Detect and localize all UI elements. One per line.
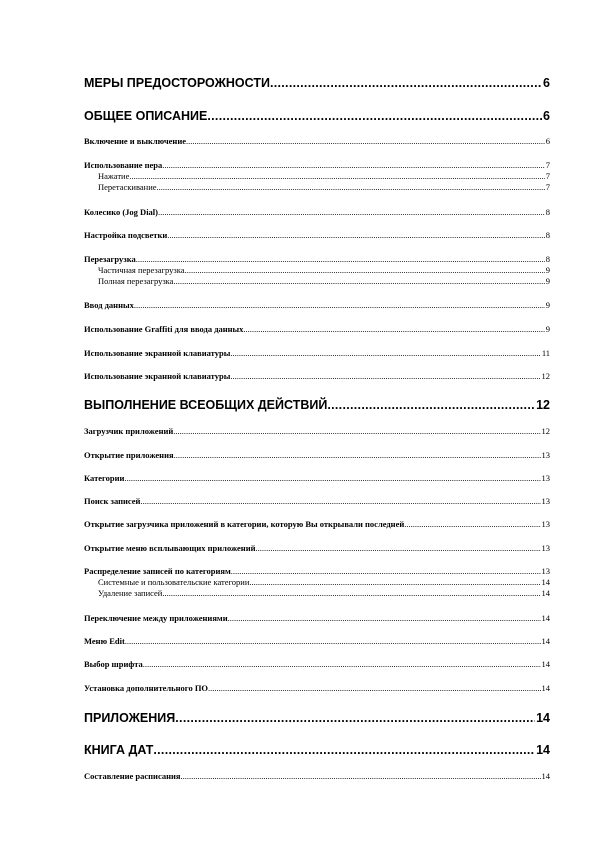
toc-page-number: 14 (536, 743, 550, 757)
toc-page-number: 6 (543, 109, 550, 123)
toc-page-number: 6 (543, 76, 550, 90)
dot-leader (162, 588, 540, 598)
dot-leader (175, 711, 535, 725)
dot-leader (185, 265, 545, 275)
toc-entry-title: Перезагрузка (84, 254, 136, 264)
toc-page-number: 14 (541, 683, 550, 693)
toc-entry-title: Использование пера (84, 160, 163, 170)
toc-entry-title: Ввод данных (84, 300, 134, 310)
toc-entry-title: Колесико (Jog Dial) (84, 207, 159, 217)
toc-entry-title: Поиск записей (84, 496, 141, 506)
toc-entry-title: Удаление записей (98, 588, 163, 598)
toc-entry-title: ПРИЛОЖЕНИЯ (84, 711, 176, 725)
toc-entry[interactable] (84, 743, 550, 757)
dot-leader (129, 171, 544, 181)
toc-page-number: 7 (545, 160, 550, 170)
toc-page-number: 13 (541, 566, 550, 576)
toc-entry[interactable] (84, 496, 550, 506)
toc-page-number: 11 (541, 348, 550, 358)
dot-leader (230, 371, 540, 381)
toc-page-number: 12 (536, 398, 550, 412)
toc-entry[interactable] (84, 254, 550, 264)
toc-entry-title: Использование экранной клавиатуры (84, 371, 231, 381)
toc-page-number: 9 (545, 265, 550, 275)
dot-leader (207, 109, 542, 123)
dot-leader (174, 450, 541, 460)
toc-entry[interactable] (84, 683, 550, 693)
dot-leader (327, 398, 535, 412)
toc-entry[interactable] (84, 711, 550, 725)
toc-entry-title: Выбор шрифта (84, 659, 143, 669)
toc-page-number: 8 (545, 254, 550, 264)
toc-page-number: 14 (536, 711, 550, 725)
toc-entry-title: Нажатие (98, 171, 130, 181)
toc-subentry[interactable] (98, 577, 550, 587)
dot-leader (125, 636, 541, 646)
toc-entry-title: Системные и пользовательские категории (98, 577, 250, 587)
toc-entry[interactable] (84, 473, 550, 483)
dot-leader (186, 136, 545, 146)
dot-leader (256, 543, 541, 553)
toc-entry[interactable] (84, 109, 550, 123)
dot-leader (249, 577, 540, 587)
toc-entry[interactable] (84, 566, 550, 576)
toc-entry-title: Использование Graffiti для ввода данных (84, 324, 244, 334)
toc-entry[interactable] (84, 207, 550, 217)
dot-leader (231, 566, 541, 576)
dot-leader (134, 300, 545, 310)
toc-subentry[interactable] (98, 171, 550, 181)
toc-entry-title: Использование экранной клавиатуры (84, 348, 231, 358)
toc-entry[interactable] (84, 398, 550, 412)
toc-entry-title: Установка дополнительного ПО (84, 683, 209, 693)
toc-entry-title: Распределение записей по категориям (84, 566, 231, 576)
toc-entry-title: ВЫПОЛНЕНИЕ ВСЕОБЩИХ ДЕЙСТВИЙ (84, 398, 328, 412)
toc-entry[interactable] (84, 230, 550, 240)
toc-entry[interactable] (84, 324, 550, 334)
toc-entry[interactable] (84, 136, 550, 146)
toc-page-number: 14 (541, 577, 550, 587)
toc-entry[interactable] (84, 348, 550, 358)
toc-entry-title: МЕРЫ ПРЕДОСТОРОЖНОСТИ (84, 76, 270, 90)
toc-page-number: 8 (545, 230, 550, 240)
toc-page-number: 13 (541, 496, 550, 506)
toc-entry-title: Настройка подсветки (84, 230, 168, 240)
toc-entry-title: Меню Edit (84, 636, 125, 646)
toc-entry-title: Частичная перезагрузка (98, 265, 185, 275)
dot-leader (180, 771, 540, 781)
toc-page-number: 6 (545, 136, 550, 146)
toc-subentry[interactable] (98, 182, 550, 192)
toc-entry[interactable] (84, 300, 550, 310)
toc-page-number: 14 (541, 613, 550, 623)
toc-page-number: 14 (541, 636, 550, 646)
toc-entry-title: Включение и выключение (84, 136, 186, 146)
toc-page-number: 9 (545, 276, 550, 286)
dot-leader (404, 519, 540, 529)
toc-entry-title: Перетаскивание (98, 182, 157, 192)
toc-entry-title: Категории (84, 473, 125, 483)
toc-entry[interactable] (84, 519, 550, 529)
toc-entry[interactable] (84, 76, 550, 90)
toc-page-number: 13 (541, 450, 550, 460)
toc-entry-title: ОБЩЕЕ ОПИСАНИЕ (84, 109, 208, 123)
toc-entry[interactable] (84, 160, 550, 170)
toc-entry-title: Переключение между приложениями (84, 613, 228, 623)
toc-entry-title: КНИГА ДАТ (84, 743, 154, 757)
dot-leader (167, 230, 545, 240)
dot-leader (158, 207, 545, 217)
dot-leader (136, 254, 545, 264)
dot-leader (153, 743, 535, 757)
toc-page-number: 12 (541, 426, 550, 436)
toc-entry-title: Открытие приложения (84, 450, 174, 460)
dot-leader (157, 182, 545, 192)
toc-entry[interactable] (84, 771, 550, 781)
toc-entry-title: Открытие загрузчика приложений в категории, которую Вы открывали последней (84, 519, 405, 529)
toc-entry[interactable] (84, 426, 550, 436)
toc-page-number: 14 (541, 588, 550, 598)
dot-leader (173, 276, 544, 286)
toc-entry[interactable] (84, 450, 550, 460)
toc-page-number: 14 (541, 771, 550, 781)
toc-entry-title: Открытие меню всплывающих приложений (84, 543, 256, 553)
toc-page-number: 9 (545, 324, 550, 334)
dot-leader (162, 160, 544, 170)
dot-leader (140, 496, 540, 506)
dot-leader (208, 683, 540, 693)
dot-leader (243, 324, 544, 334)
toc-entry[interactable] (84, 636, 550, 646)
toc-entry[interactable] (84, 659, 550, 669)
dot-leader (124, 473, 540, 483)
toc-page-number: 9 (545, 300, 550, 310)
toc-page-number: 12 (541, 371, 550, 381)
toc-subentry[interactable] (98, 265, 550, 275)
dot-leader (143, 659, 541, 669)
dot-leader (230, 348, 540, 358)
toc-page-number: 13 (541, 473, 550, 483)
toc-entry[interactable] (84, 543, 550, 553)
dot-leader (270, 76, 542, 90)
toc-page-number: 8 (545, 207, 550, 217)
toc-page-number: 13 (541, 519, 550, 529)
toc-page-number: 14 (541, 659, 550, 669)
toc-entry[interactable] (84, 613, 550, 623)
toc-entry-title: Загрузчик приложений (84, 426, 174, 436)
toc-subentry[interactable] (98, 276, 550, 286)
toc-entry-title: Составление расписания (84, 771, 181, 781)
dot-leader (173, 426, 540, 436)
dot-leader (228, 613, 541, 623)
toc-page-number: 13 (541, 543, 550, 553)
toc-page-number: 7 (545, 171, 550, 181)
toc-entry-title: Полная перезагрузка (98, 276, 174, 286)
toc-page-number: 7 (545, 182, 550, 192)
toc-entry[interactable] (84, 371, 550, 381)
toc-subentry[interactable] (98, 588, 550, 598)
